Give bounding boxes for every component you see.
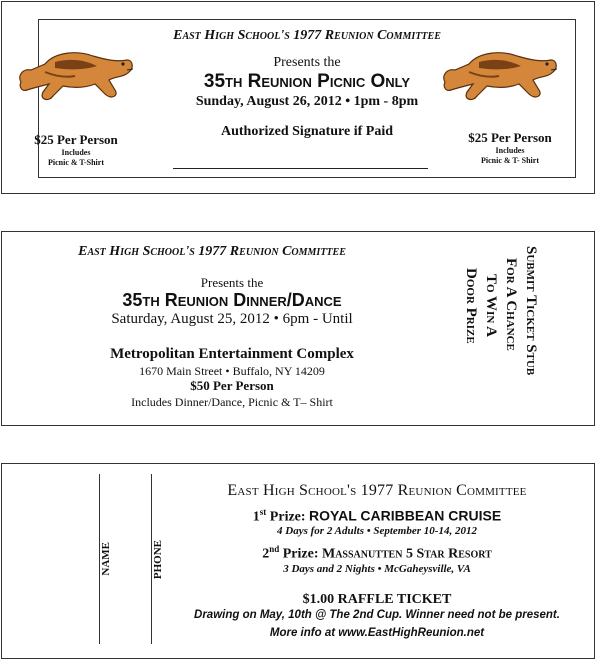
committee-title: East High School's 1977 Reunion Committee <box>173 28 441 43</box>
event-date: Saturday, August 25, 2012 • 6pm - Until <box>111 311 353 327</box>
picnic-ticket-inner-frame <box>34 19 576 178</box>
second-prize-name: Massanutten 5 Star Resort <box>321 546 492 562</box>
more-info: More info at www.EastHighReunion.net <box>269 627 485 639</box>
first-prize-detail: 4 Days for 2 Adults • September 10-14, 2012 <box>277 525 477 537</box>
right-includes: Includes <box>495 146 525 155</box>
committee-title: East High School's 1977 Reunion Committee <box>227 482 527 499</box>
stub-line-1: Submit Ticket Stub <box>523 246 539 376</box>
committee-title: East High School's 1977 Reunion Committee <box>78 244 346 259</box>
event-title: 35th Reunion Dinner/Dance <box>122 290 342 310</box>
second-prize-ordinal: 2 <box>262 546 270 562</box>
name-field-label: NAME <box>100 542 112 576</box>
left-includes: Includes <box>61 148 91 157</box>
raffle-ticket <box>1 463 595 659</box>
first-prize <box>162 507 592 526</box>
phone-field-label: PHONE <box>152 540 164 580</box>
second-prize-suffix: nd <box>269 544 280 554</box>
stub-line-2: For A Chance <box>503 258 519 351</box>
second-prize <box>162 544 592 563</box>
first-prize-suffix: st <box>259 507 267 517</box>
ticket-price: $50 Per Person <box>190 378 274 393</box>
includes-text: Includes Dinner/Dance, Picnic & T– Shirt <box>131 395 333 409</box>
venue-address: 1670 Main Street • Buffalo, NY 14209 <box>139 364 325 378</box>
left-price: $25 Per Person <box>34 132 118 147</box>
drawing-info: Drawing on May, 10th @ The 2nd Cup. Winner need not be present. <box>194 609 560 621</box>
picnic-ticket <box>1 1 595 194</box>
right-price: $25 Per Person <box>468 130 552 145</box>
dinner-dance-ticket <box>1 231 595 426</box>
venue-name: Metropolitan Entertainment Complex <box>110 346 354 362</box>
leaping-panther-icon <box>439 42 559 110</box>
right-includes-items: Picnic & T- Shirt <box>480 156 539 165</box>
first-prize-label: Prize: <box>266 509 310 525</box>
first-prize-name: ROYAL CARIBBEAN CRUISE <box>309 507 502 524</box>
presents-text: Presents the <box>200 275 264 290</box>
second-prize-detail: 3 Days and 2 Nights • McGaheysville, VA <box>283 563 471 575</box>
presents-text: Presents the <box>273 55 341 70</box>
left-includes-items: Picnic & T-Shirt <box>47 158 104 167</box>
stub-line-4: Door Prize <box>463 268 479 344</box>
signature-line <box>173 168 428 169</box>
event-title: 35th Reunion Picnic Only <box>203 71 411 92</box>
event-date: Sunday, August 26, 2012 • 1pm - 8pm <box>195 94 419 109</box>
leaping-panther-icon <box>15 42 135 110</box>
second-prize-label: Prize: <box>279 546 322 562</box>
signature-label: Authorized Signature if Paid <box>220 124 394 139</box>
first-prize-ordinal: 1 <box>252 509 260 525</box>
raffle-ticket-title: $1.00 RAFFLE TICKET <box>302 592 452 607</box>
stub-line-3: To Win A <box>483 274 499 338</box>
